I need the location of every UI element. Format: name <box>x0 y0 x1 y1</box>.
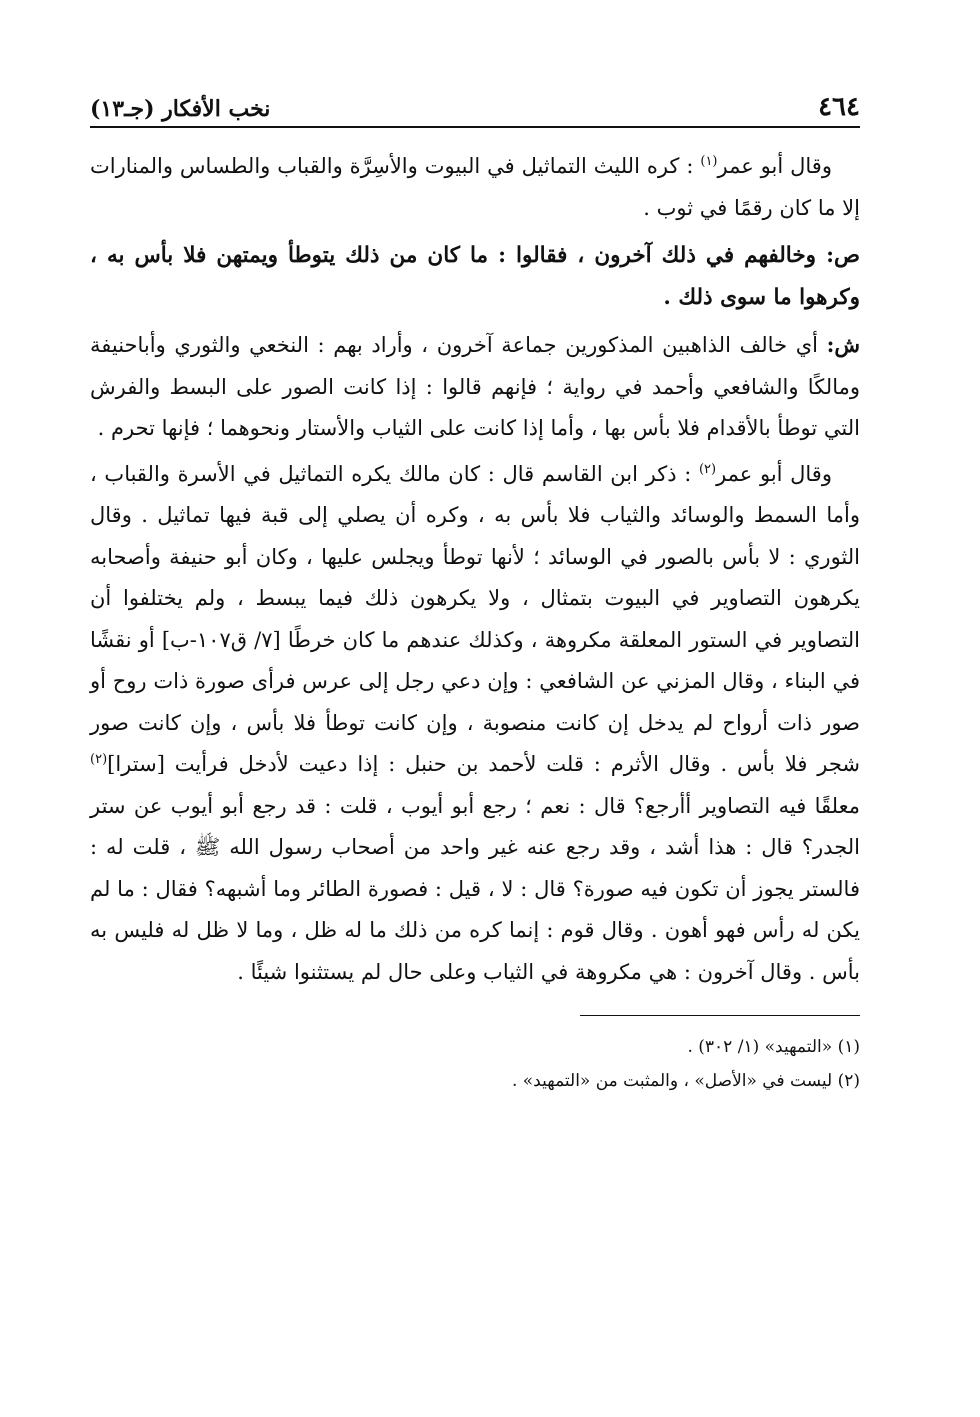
sharh-paragraph <box>90 324 860 450</box>
sharh-text: أي خالف الذاهبين المذكورين جماعة آخرون ، وأراد بهم : النخعي والثوري وأباحنيفة ومالكًا والشافعي وأحمد في رواية ؛ فإنهم قالوا : إذا كانت الصور على البسط والفرش التي توطأ بالأقدام فلا بأس بها ، وأما إذا كانت على الثياب والأستار ونحوهما ؛ فإنها تحرم . <box>90 333 860 440</box>
footnote-ref-1: (١) <box>700 154 718 169</box>
paragraph-abu-umar-2 <box>90 454 860 994</box>
matn-paragraph <box>90 235 860 318</box>
paragraph-text: : ذكر ابن القاسم قال : كان مالك يكره التماثيل في الأسرة والقباب ، وأما السمط والوسائد والثياب فلا بأس به ، وكره أن يصلي إلى قبة فيها تماثيل . وقال الثوري : لا بأس بالصور في الوسائد ؛ لأنها توطأ ويجلس عليها ، وكان أبو حنيفة وأصحابه يكرهون التصاوير في البيوت بتمثال ، ولا يكرهون ذلك فيما يبسط ، ولم يختلفوا أن التصاوير في الستور المعلقة مكروهة ، وكذلك عندهم ما كان خرطًا [٧/ ق١٠٧-ب] أو نقشًا في البناء ، وقال المزني عن الشافعي : وإن دعي رجل إلى عرس فرأى صورة ذات روح أو صور ذات أرواح لم يدخل إن كانت منصوبة ، وإن كانت توطأ فلا بأس ، وإن كانت صور شجر فلا بأس . وقال الأثرم : قلت لأحمد بن حنبل : إذا دعيت لأدخل فرأيت [سترا] <box>90 461 861 776</box>
running-header <box>90 86 860 128</box>
page-number: ٤٦٤ <box>818 92 860 122</box>
footnote-divider <box>580 1015 860 1016</box>
paragraph-text: معلقًا فيه التصاوير أأرجع؟ قال : نعم ؛ رجع أبو أيوب ، قلت : قد رجع أبو أيوب عن ستر الجدر؟ قال : هذا أشد ، وقد رجع عنه غير واحد من أصحاب رسول الله ﷺ ، قلت له : فالستر يجوز أن تكون فيه صورة؟ قال : لا ، قيل : فصورة الطائر وما أشبهه؟ فقال : ما لم يكن له رأس فهو أهون . وقال قوم : إنما كره من ذلك ما له ظل ، وما لا ظل له فليس به بأس . وقال آخرون : هي مكروهة في الثياب وعلى حال لم يستثنوا شيئًا . <box>90 793 860 984</box>
footnote-ref-2b: (٢) <box>90 752 108 767</box>
book-page <box>90 86 860 1098</box>
footnotes <box>90 1030 860 1098</box>
paragraph-text: : كره الليث التماثيل في البيوت والأسِرَّة والقباب والطساس والمنارات إلا ما كان رقمًا في ثوب . <box>90 154 860 220</box>
footnote-2: (٢) ليست في «الأصل» ، والمثبت من «التمهيد» . <box>511 1071 860 1091</box>
paragraph-abu-umar-1 <box>90 146 860 229</box>
footnote-1: (١) «التمهيد» (١/ ٣٠٢) . <box>687 1037 860 1057</box>
matn-label: ص: <box>826 243 860 268</box>
footnote-ref-2: (٢) <box>698 461 717 477</box>
sharh-label: ش: <box>826 332 860 357</box>
main-text <box>90 146 860 993</box>
paragraph-text: وقال أبو عمر <box>717 154 832 178</box>
matn-text: وخالفهم في ذلك آخرون ، فقالوا : ما كان من ذلك يتوطأ ويمتهن فلا بأس به ، وكرهوا ما سوى ذلك . <box>90 243 860 310</box>
book-title: نخب الأفكار (جـ١٣) <box>90 96 271 122</box>
paragraph-text: وقال أبو عمر <box>716 461 832 486</box>
